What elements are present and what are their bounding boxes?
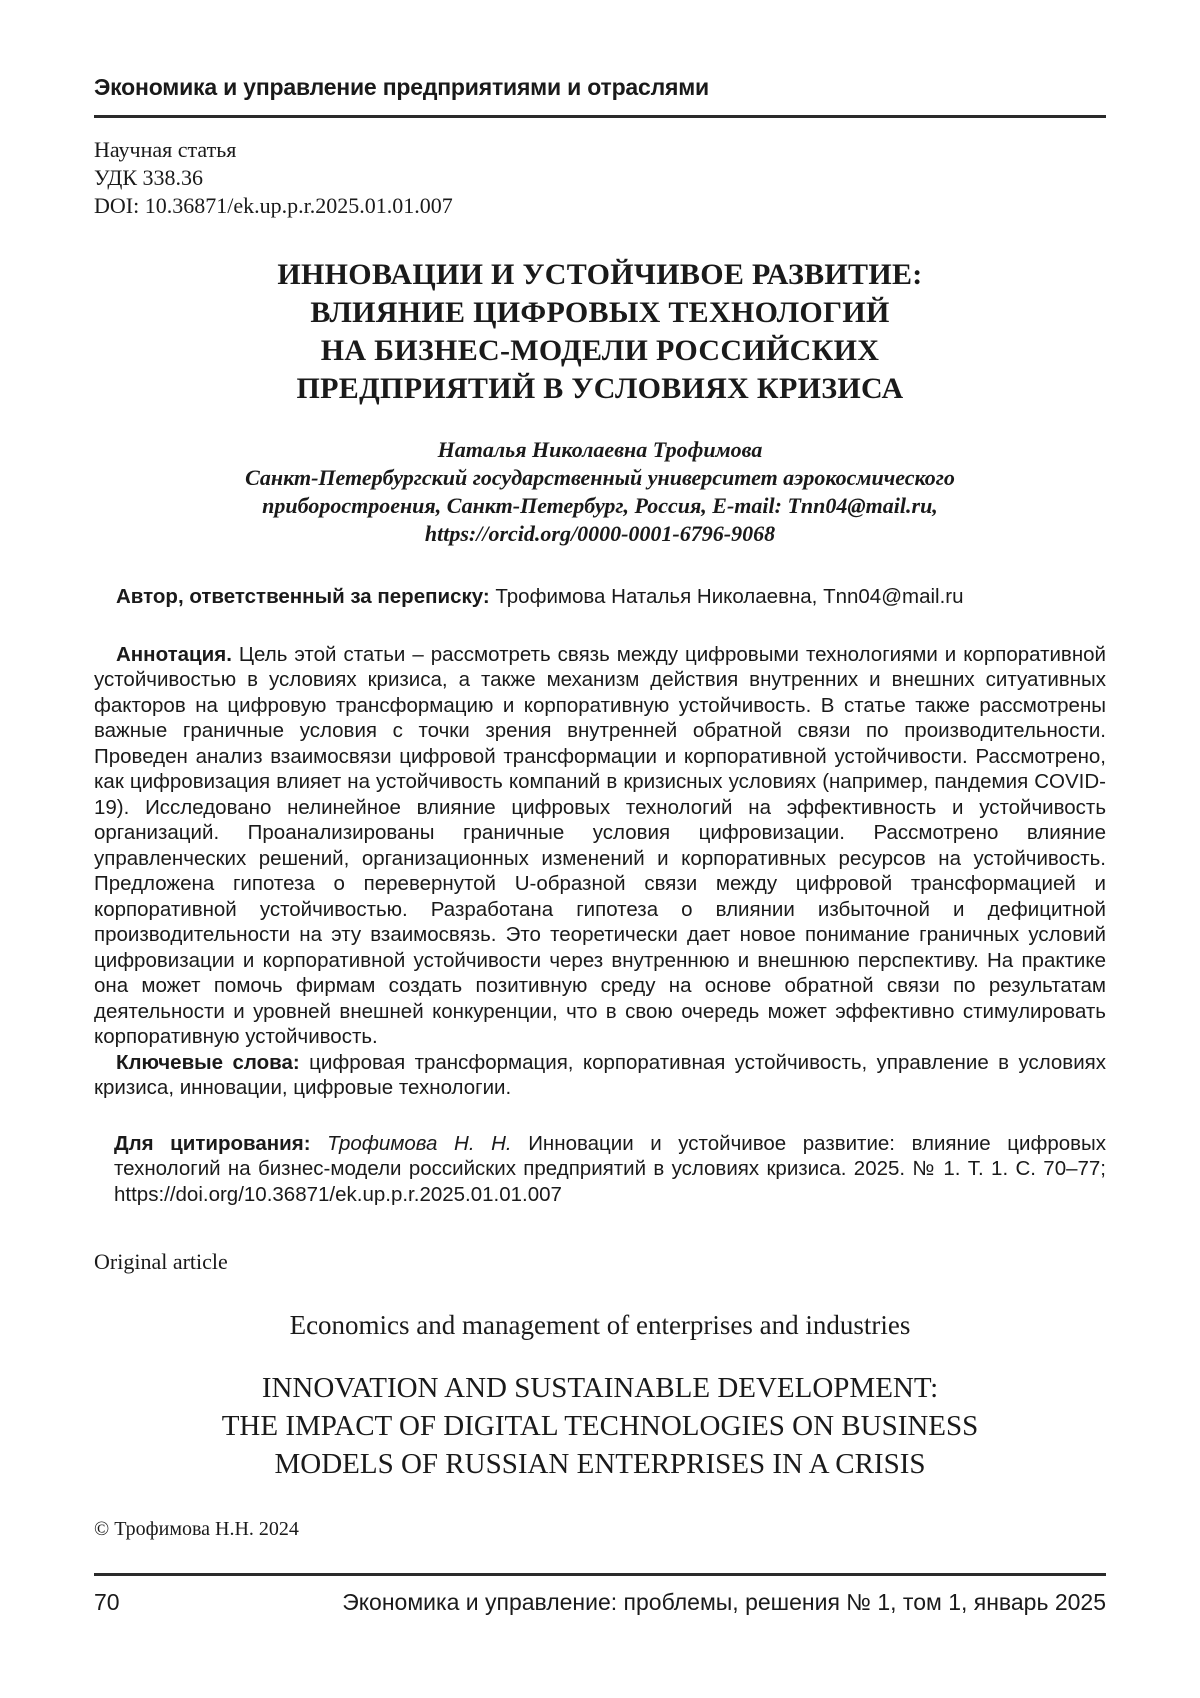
article-title-en: INNOVATION AND SUSTAINABLE DEVELOPMENT: THE IMPACT OF DIGITAL TECHNOLOGIES ON BUSINESS MODELS OF RUSSIAN ENTERPRISES IN A CRISIS — [221, 1372, 979, 1480]
citation-label: Для цитирования: — [114, 1131, 311, 1155]
article-title-ru: ИННОВАЦИИ И УСТОЙЧИВОЕ РАЗВИТИЕ: ВЛИЯНИЕ ЦИФРОВЫХ ТЕХНОЛОГИЙ НА БИЗНЕС-МОДЕЛИ РОССИЙСКИХ ПРЕДПРИЯТИЙ В УСЛОВИЯХ КРИЗИСА — [277, 258, 923, 405]
citation-text: Инновации и устойчивое развитие: влияние цифровых технологий на бизнес-модели российских предприятий в условиях кризиса. 2025. № 1. Т. 1. С. 70–77; https://doi.org/10.36871/ek.up.p.r.2025.01.01.007 — [114, 1131, 1107, 1206]
correspondence-text: Трофимова Наталья Николаевна, Tnn04@mail.ru — [489, 585, 964, 608]
original-article-label: Original article — [94, 1249, 228, 1274]
doi-line: DOI: 10.36871/ek.up.p.r.2025.01.01.007 — [94, 193, 453, 218]
page-footer — [94, 1573, 1106, 1616]
journal-title-footer: Экономика и управление: проблемы, решения № 1, том 1, январь 2025 — [342, 1589, 1106, 1615]
abstract-paragraph — [94, 642, 1106, 1050]
correspondence-label: Автор, ответственный за переписку: — [116, 585, 490, 608]
udc-number: УДК 338.36 — [94, 165, 204, 190]
copyright-line: © Трофимова Н.Н. 2024 — [94, 1518, 299, 1540]
keywords-text: цифровая трансформация, корпоративная устойчивость, управление в условиях кризиса, инновации, цифровые технологии. — [94, 1050, 1106, 1099]
keywords-paragraph — [94, 1050, 1106, 1101]
correspondence-paragraph — [94, 584, 1106, 610]
abstract-text: Цель этой статьи – рассмотреть связь между цифровыми технологиями и корпоративной устойчивостью в условиях кризиса, а также механизм действия внутренних и внешних ситуативных факторов на цифровую трансформацию и корпоративную устойчивость. В статье также рассмотрены важные граничные условия с точки зрения внутренней обратной связи по производительности. Проведен анализ взаимосвязи цифровой трансформации и корпоративной устойчивости. Рассмотрено, как цифровизация влияет на устойчивость компаний в кризисных условиях (например, пандемия COVID-19). Исследовано нелинейное влияние цифровых технологий на эффективность и устойчивость организаций. Проанализированы граничные условия цифровизации. Рассмотрено влияние управленческих решений, организационных изменений и корпоративных ресурсов на устойчивость. Предложена гипотеза о перевернутой U-образной связи между цифровой трансформацией и корпоративной устойчивостью. Разработана гипотеза о влиянии избыточной и дефицитной производительности на эту взаимосвязь. Это теоретически дает новое понимание граничных условий цифровизации и корпоративной устойчивости через внутреннюю и внешнюю перспективу. На практике она может помочь фирмам создать позитивную среду на основе обратной связи по результатам деятельности и уровней внешней конкуренции, что в свою очередь может эффективно стимулировать корпоративную устойчивость. — [94, 642, 1106, 1048]
article-type-label: Научная статья — [94, 137, 237, 162]
author-affiliation: Санкт-Петербургский государственный университет аэрокосмического приборостроения, Санкт-Петербург, Россия, E-mail: Tnn04@mail.ru, https://orcid.org/0000-0001-6796-9068 — [245, 465, 955, 546]
page-number: 70 — [94, 1589, 120, 1615]
citation-block — [114, 1131, 1106, 1208]
citation-author: Трофимова Н. Н. — [310, 1131, 512, 1155]
author-name: Наталья Николаевна Трофимова — [437, 437, 763, 462]
article-meta — [94, 136, 1106, 220]
running-head: Экономика и управление предприятиями и отраслями — [94, 74, 709, 100]
header-rule — [94, 115, 1106, 118]
section-title-en: Economics and management of enterprises and industries — [289, 1310, 911, 1340]
abstract-label: Аннотация. — [116, 642, 232, 666]
keywords-label: Ключевые слова: — [116, 1050, 300, 1074]
author-block — [94, 436, 1106, 548]
